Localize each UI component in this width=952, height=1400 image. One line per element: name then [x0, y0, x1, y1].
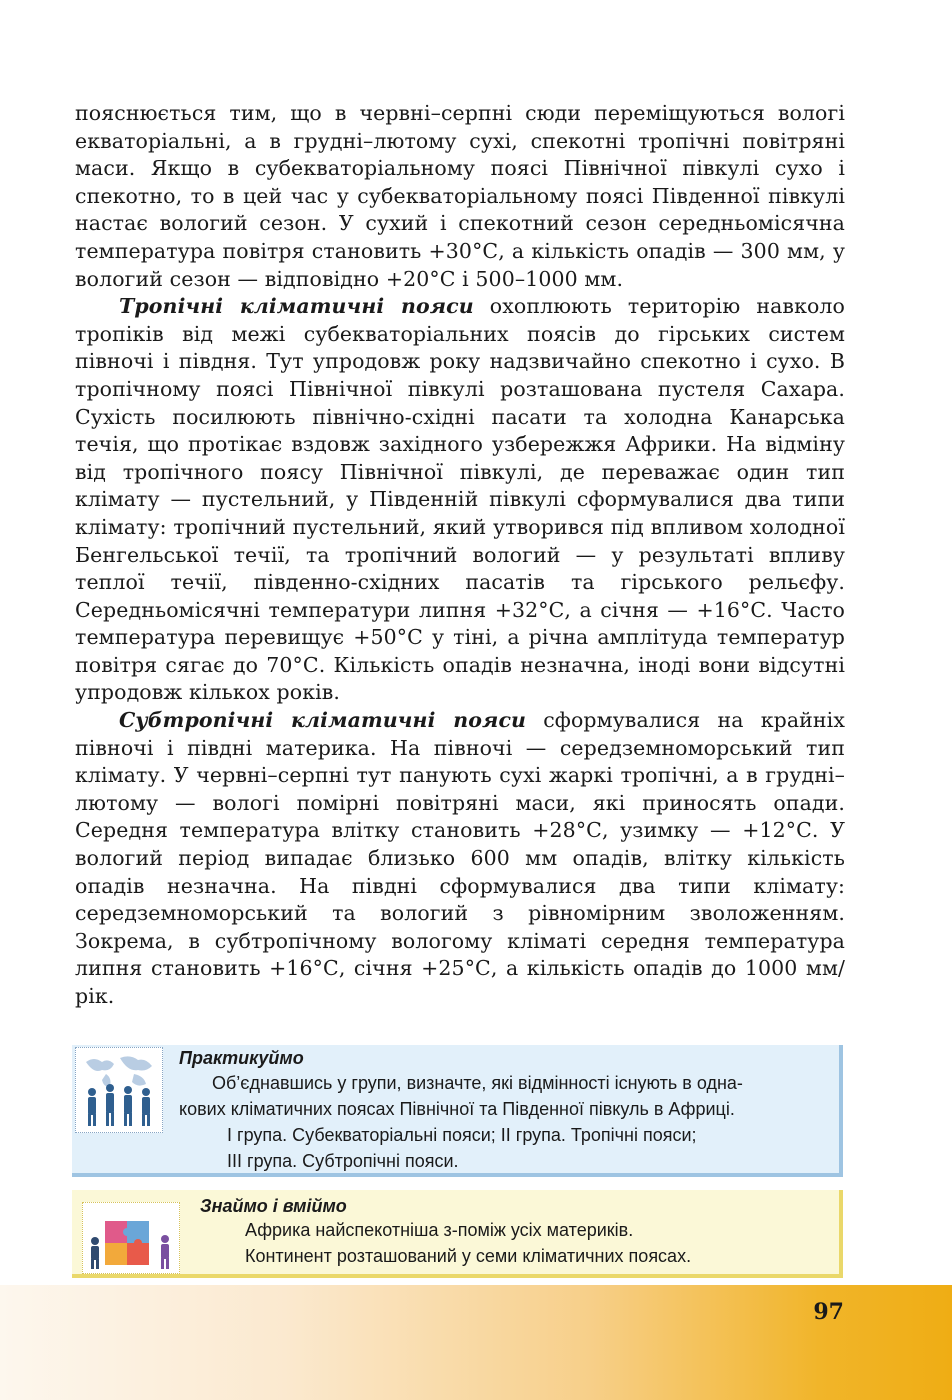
practice-line-2: кових кліматичних поясах Північної та Південної півкуль в Африці.	[179, 1099, 735, 1119]
practice-line-3: І група. Субекваторіальні пояси; ІІ група. Тропічні пояси;	[227, 1125, 697, 1145]
know-line-1: Африка найспекотніша з-поміж усіх материків.	[245, 1220, 634, 1240]
puzzle-people-icon	[82, 1202, 180, 1274]
paragraph-2	[75, 293, 845, 707]
paragraph-3-lead: Субтропічні кліматичні пояси	[119, 708, 527, 733]
paragraph-2-text: охоплюють територію навколо тропіків від межі субекваторіальних поясів до гірських систем півночі і півдня. Тут упродовж року надзвичайно спекотно і сухо. В тропічному поясі Північної півкулі розташована пустеля Сахара. Сухість посилюють північно-східні пасати та холодна Канарська течія, що протікає вздовж західного узбережжя Африки. На відміну від тропічного поясу Північної півкулі, де переважає один тип клімату — пустельний, у Південній півкулі сформувалися два типи клімату: тропічний пустельний, який утворився під впливом холодної Бенгельської течії, та тропічний вологий — у результаті впливу теплої течії, південно-східних пасатів та гірського рельєфу. Середньомісячні температури липня +32°С, а січня — +16°С. Часто температура перевищує +50°С у тіні, а річна амплітуда температур повітря сягає до 70°С. Кількість опадів незначна, іноді вони відсутні упродовж кількох років.	[75, 294, 845, 705]
practice-title: Практикуймо	[179, 1048, 304, 1068]
body-text	[75, 100, 845, 1011]
paragraph-3-text: сформувалися на крайніх півночі і півдні материка. На півночі — середземноморський тип клімату. У червні–серпні тут панують сухі жаркі тропічні, а в грудні–лютому — вологі помірні повітряні маси, які приносять опади. Середня температура влітку становить +28°С, узимку — +12°С. У вологий період випадає близько 600 мм опадів, влітку кількість опадів незначна. На півдні сформувалися два типи клімату: середземноморський та вологий з рівномірним зволоженням. Зокрема, в субтропічному вологому кліматі середня температура липня становить +16°С, січня +25°С, а кількість опадів до 1000 мм/рік.	[75, 708, 845, 1008]
paragraph-1	[75, 100, 845, 293]
practice-line-1: Об’єднавшись у групи, визначте, які відмінності існують в одна-	[212, 1073, 743, 1093]
practice-line-4: ІІІ група. Субтропічні пояси.	[227, 1151, 459, 1171]
people-world-map-icon	[75, 1047, 163, 1133]
know-title: Знаймо і вміймо	[200, 1196, 347, 1216]
footer-band	[0, 1285, 952, 1400]
know-line-2: Континент розташований у семи кліматичних поясах.	[245, 1246, 692, 1266]
know-box	[72, 1190, 843, 1278]
paragraph-1-text: пояснюється тим, що в червні–серпні сюди переміщуються вологі екваторіальні, а в грудні–лютому сухі, спекотні тропічні повітряні маси. Якщо в субекваторіальному поясі Північної півкулі сухо і спекотно, то в цей час у субекваторіальному поясі Південної півкулі настає вологий сезон. У сухий і спекотний сезон середньомісячна температура повітря становить +30°С, а кількість опадів — 300 мм, у вологий сезон — відповідно +20°С і 500–1000 мм.	[75, 101, 845, 291]
page-number: 97	[813, 1299, 844, 1325]
paragraph-3	[75, 707, 845, 1011]
paragraph-2-lead: Тропічні кліматичні пояси	[119, 294, 474, 319]
practice-box	[72, 1045, 843, 1177]
